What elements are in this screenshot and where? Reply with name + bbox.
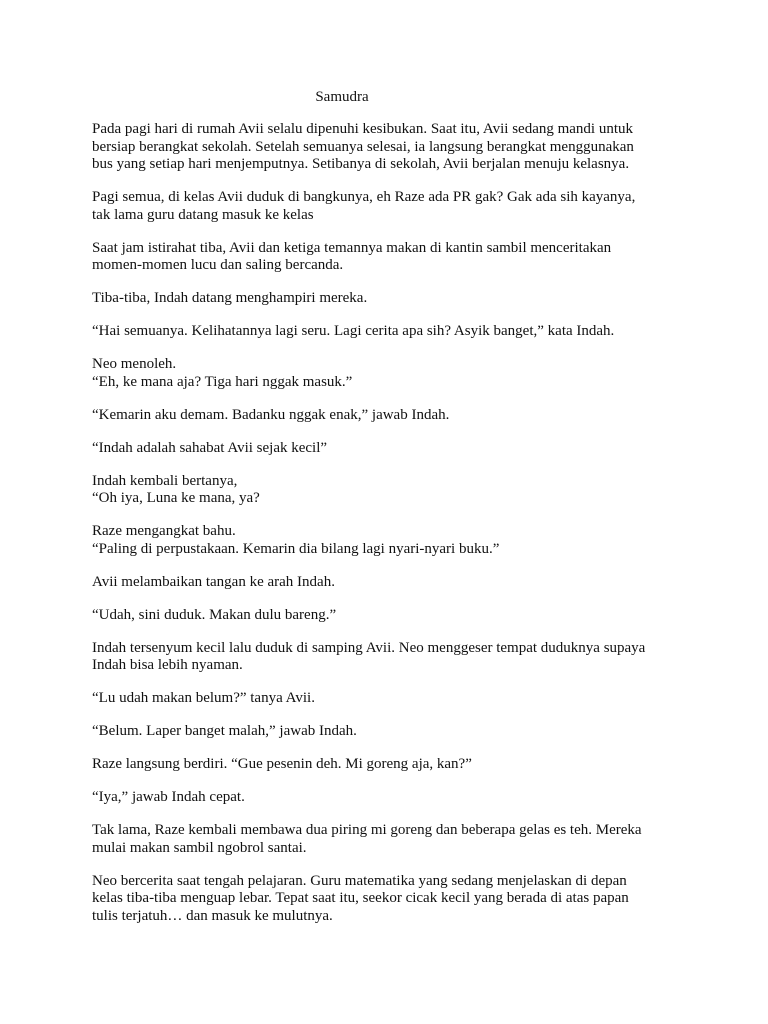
- paragraph-6: Neo menoleh. “Eh, ke mana aja? Tiga hari nggak masuk.”: [92, 356, 353, 390]
- paragraph-13: Indah tersenyum kecil lalu duduk di samping Avii. Neo menggeser tempat duduknya supaya Indah bisa lebih nyaman.: [92, 639, 646, 673]
- paragraph-10: Raze mengangkat bahu. “Paling di perpustakaan. Kemarin dia bilang lagi nyari-nyari buku.”: [92, 523, 500, 557]
- paragraph-5: “Hai semuanya. Kelihatannya lagi seru. Lagi cerita apa sih? Asyik banget,” kata Indah.: [92, 323, 615, 339]
- paragraph-7: “Kemarin aku demam. Badanku nggak enak,” jawab Indah.: [92, 406, 450, 423]
- paragraph-9: Indah kembali bertanya, “Oh iya, Luna ke mana, ya?: [92, 472, 260, 506]
- paragraph-17: “Iya,” jawab Indah cepat.: [92, 789, 245, 805]
- paragraph-1: Pada pagi hari di rumah Avii selalu dipenuhi kesibukan. Saat itu, Avii sedang mandi untuk bersiap berangkat sekolah. Setelah semuanya selesai, ia langsung berangkat menggunakan bus yang setiap hari menjemputnya. Setibanya di sekolah, Avii berjalan menuju kelasnya.: [92, 121, 634, 172]
- paragraph-14: “Lu udah makan belum?” tanya Avii.: [92, 690, 315, 706]
- paragraph-18: Tak lama, Raze kembali membawa dua piring mi goreng dan beberapa gelas es teh. Mereka mulai makan sambil ngobrol santai.: [92, 822, 642, 856]
- paragraph-11: Avii melambaikan tangan ke arah Indah.: [92, 573, 335, 590]
- document-body: [92, 121, 682, 941]
- paragraph-12: “Udah, sini duduk. Makan dulu bareng.”: [92, 606, 337, 623]
- document-title: Samudra: [315, 89, 369, 105]
- paragraph-8: “Indah adalah sahabat Avii sejak kecil”: [92, 439, 328, 456]
- paragraph-4: Tiba-tiba, Indah datang menghampiri mereka.: [92, 290, 368, 306]
- paragraph-3: Saat jam istirahat tiba, Avii dan ketiga temannya makan di kantin sambil menceritakan momen-momen lucu dan saling bercanda.: [92, 239, 612, 273]
- paragraph-2: Pagi semua, di kelas Avii duduk di bangkunya, eh Raze ada PR gak? Gak ada sih kayanya, tak lama guru datang masuk ke kelas: [92, 189, 636, 223]
- paragraph-15: “Belum. Laper banget malah,” jawab Indah.: [92, 723, 357, 739]
- paragraph-16: Raze langsung berdiri. “Gue pesenin deh. Mi goreng aja, kan?”: [92, 756, 472, 772]
- paragraph-19: Neo bercerita saat tengah pelajaran. Guru matematika yang sedang menjelaskan di depan kelas tiba-tiba menguap lebar. Tepat saat itu, seekor cicak kecil yang berada di atas papan tulis terjatuh… dan masuk ke mulutnya.: [92, 872, 629, 924]
